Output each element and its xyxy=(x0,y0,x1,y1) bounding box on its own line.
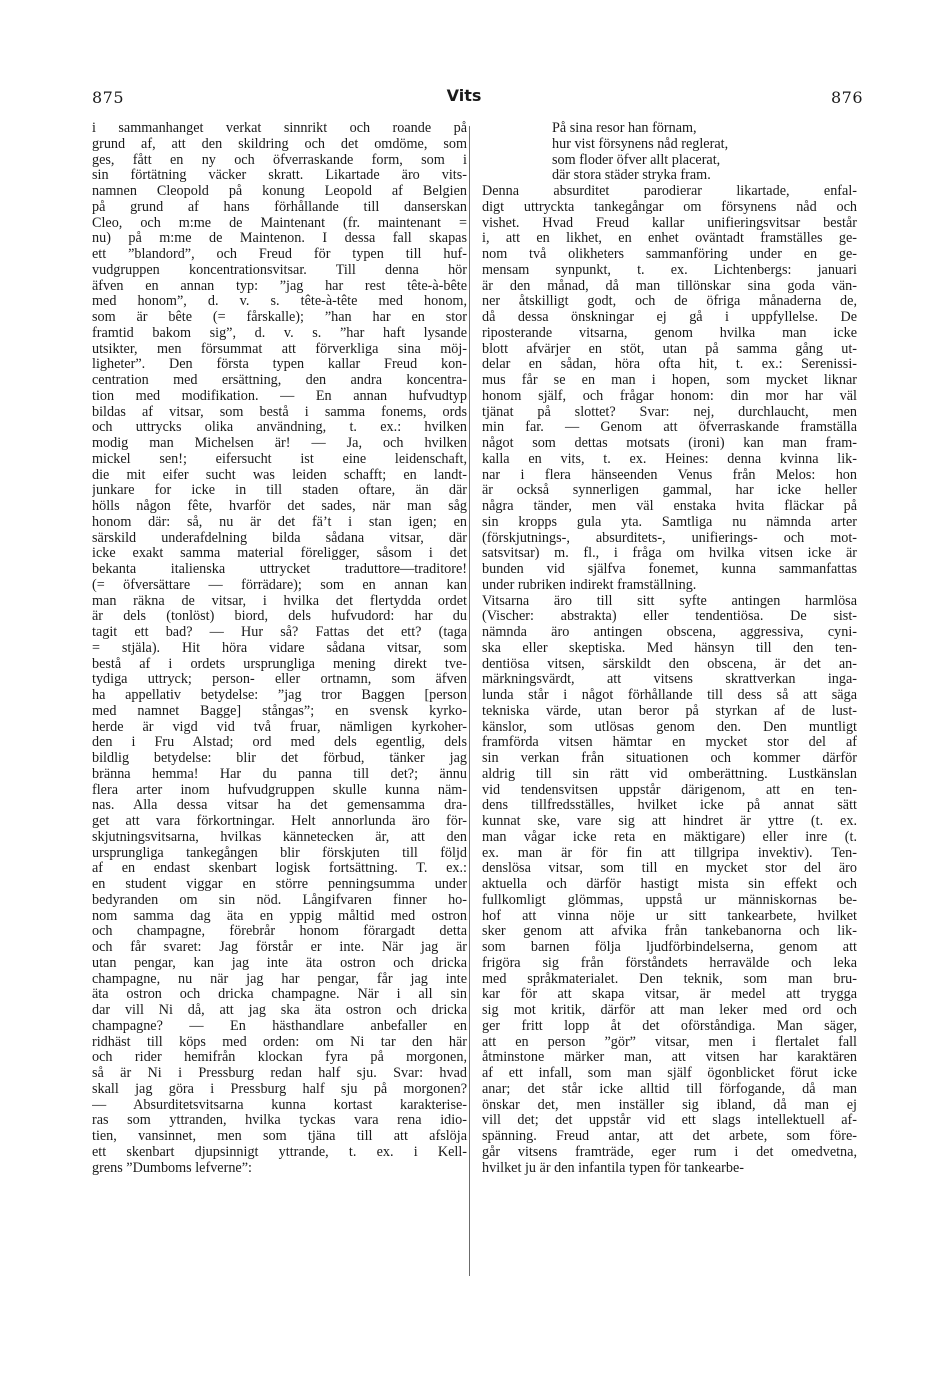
text-line: anar; det står icke alltid till förfogande, då man xyxy=(482,1081,857,1097)
text-line: en student viggar en större penningsumma under xyxy=(92,877,467,892)
text-line: get att vara förkortningar. Helt annorlunda äro för- xyxy=(92,814,467,829)
text-line: (Vischer: abstrakta) eller tendentiösa. De sist- xyxy=(482,609,857,625)
text-line: åtminstone märker man, att vitsen har karaktären xyxy=(482,1050,857,1066)
text-line: tagit ett bad? — Hur så? Fattas det ett? (taga xyxy=(92,625,467,640)
text-line: nom två olikheters sammanföring under en ge- xyxy=(482,247,857,262)
text-line: så är Ni i Pressburg redan half sju. Svar: hvad xyxy=(92,1066,467,1081)
text-line: ska eller skeptiska. Med hänsyn till den ten- xyxy=(482,640,857,656)
text-line: särskild underafdelning bilda sådana vitsar, där xyxy=(92,530,467,546)
text-line: bekanta italienska uttrycket traduttore—traditore! xyxy=(92,562,467,577)
text-line: — Absurditetsvitsarna kunna kortast karakterise- xyxy=(92,1097,467,1113)
text-line: känslor, som utlösas genom den. Den muntligt xyxy=(482,719,857,735)
page-number-left: 875 xyxy=(92,88,125,107)
text-line: som barnen följa ljudförbindelserna, genom att xyxy=(482,940,857,955)
text-line: dentiösa vitsen, särskildt den obscena, är det an- xyxy=(482,656,857,672)
text-line: och får svaret: Jag förstår er inte. När jag är xyxy=(92,940,467,955)
text-line: vudgruppen koncentrationsvitsar. Till denna hör xyxy=(92,262,467,278)
text-line: sig mot kritik, därför att man leker med ord och xyxy=(482,1003,857,1018)
column-divider xyxy=(469,126,470,1276)
running-head-title: Vits xyxy=(446,86,482,105)
text-line: nom samma dag äta en yppig måltid med ostron xyxy=(92,908,467,924)
text-line: är den månad, då man tillönskar sina goda vän- xyxy=(482,278,857,294)
text-line: modig man Michelsen är! — Ja, och hvilken xyxy=(92,436,467,451)
text-line: dar vill Ni då, att jag ska äta ostron och dricka xyxy=(92,1003,467,1018)
text-line: ner åtskilligt godt, och de öfriga månaderna de, xyxy=(482,294,857,310)
text-line: honom där: så, nu är det fä’t i stan igen; en xyxy=(92,514,467,530)
text-line: frigöra sig från förståndets herravälde och leka xyxy=(482,955,857,971)
text-line: blott afvärjer en stöt, utan på samma gång ut- xyxy=(482,341,857,357)
text-line: ges, fått en ny och öfverraskande form, som i xyxy=(92,152,467,168)
text-line: mickel sen!; eifersucht ist eine leidenschaft, xyxy=(92,451,467,467)
text-line: ger fritt lopp åt det oförståndiga. Man säger, xyxy=(482,1018,857,1034)
text-line: som är bête (= fårskalle); ”han har en stor xyxy=(92,310,467,325)
text-line: äta ostron och dricka champagne. När i all sin xyxy=(92,987,467,1003)
text-line: bedyranden om sin nöd. Långifvaren finner ho- xyxy=(92,892,467,908)
text-line: vishet. Hvad Freud kallar unifieringsvitsar består xyxy=(482,215,857,231)
text-line: Cleo, och m:me de Maintenant (fr. maintenant = xyxy=(92,215,467,231)
text-line: champagne, nu när jag har pengar, får jag inte xyxy=(92,971,467,987)
text-line: framtid bakom sig”, d. v. s. ”har haft lysande xyxy=(92,325,467,341)
text-line: bränna hemma! Har du panna till det?; ännu xyxy=(92,766,467,782)
text-line: ett ”blandord”, och Freud för typen till huf- xyxy=(92,247,467,262)
text-line: sker genom att afvika från tankebanorna och lik- xyxy=(482,924,857,940)
text-line: nas. Alla dessa vitsar ha det gemensamma dra- xyxy=(92,798,467,814)
text-line: går vitsens framträde, eger rum i det omedvetna, xyxy=(482,1144,857,1160)
text-line: är dels (tonlöst) biord, dels hufvudord: har du xyxy=(92,609,467,625)
text-line: icke exakt samma material föreligger, såsom i det xyxy=(92,546,467,562)
text-line: denslösa vitsar, som till en mycket stor del äro xyxy=(482,861,857,877)
text-line: grens ”Dumboms lefverne”: xyxy=(92,1160,252,1176)
text-line: äfven en annan typ: ”jag har rest tête-à-bête xyxy=(92,278,467,294)
text-line: ridhäst till köps med orden: om Ni tar den här xyxy=(92,1034,467,1050)
text-line: och rider hemifrån klockan fyra på morgonen, xyxy=(92,1050,467,1066)
text-line: i sammanhanget verkat sinnrikt och roande på xyxy=(92,121,467,136)
verse-line: där stora städer stryka fram. xyxy=(552,168,711,184)
text-line: ex. man är för fin att tillgripa invektiv). Ten- xyxy=(482,845,857,861)
text-line: hof att vinna nöje ur sitt tankearbete, hvilket xyxy=(482,908,857,924)
text-line: champagne? — En hästhandlare anbefaller en xyxy=(92,1018,467,1034)
text-line: (= öfversättare — förrädare); som en annan kan xyxy=(92,577,467,593)
text-line: ursprungliga tankegången blir förskjuten till följd xyxy=(92,845,467,861)
text-line: af ett infall, som man själf ögonblicket förut icke xyxy=(482,1066,857,1081)
text-line: något som dettas motsats (ironi) kan man fram- xyxy=(482,436,857,451)
text-line: bunden vid själfva fonemet, kunna sammanfattas xyxy=(482,562,857,577)
text-line: skjutningsvitsarna, hvilkas kännetecken är, att den xyxy=(92,829,467,845)
text-line: i, att en likhet, en enhet oväntadt framställes ge- xyxy=(482,231,857,247)
text-line: utsikter, men försummat att förverkliga sina möj- xyxy=(92,341,467,357)
text-line: med honom”, d. v. s. tête-à-tête med honom, xyxy=(92,294,467,310)
text-line: aktuella och därför hastigt mista sin effekt och xyxy=(482,877,857,892)
text-line: framförda vitsen hämtar en mycket stor del af xyxy=(482,735,857,751)
text-line: die mit eifer sucht was leiden schafft; en landt- xyxy=(92,467,467,483)
text-line: tekniska värde, utan beror på styrkan af de lust- xyxy=(482,703,857,719)
text-line: kunnat ske, vare sig att hindret är yttre (t. ex. xyxy=(482,814,857,829)
text-line: Vitsarna äro till sitt syfte antingen harmlösa xyxy=(482,593,857,609)
text-line: honom själf, och frågar honom: din mor har väl xyxy=(482,388,857,404)
text-line: tydiga uttryck; person- eller ortnamn, som äfven xyxy=(92,672,467,688)
text-line: dens tillfredsställes, hvilket icke på annat sätt xyxy=(482,798,857,814)
text-line: fullkomligt glömmas, uppstå ur människornas be- xyxy=(482,892,857,908)
text-line: sin förtätning väcker skratt. Likartade äro vits- xyxy=(92,168,467,184)
text-line: vid tendensvitsen uppstår därigenom, att en ten- xyxy=(482,782,857,798)
text-line: man räkna de vitsar, i hvilka det flertydda ordet xyxy=(92,593,467,609)
text-line: lunda står i något förhållande till dess så att säga xyxy=(482,688,857,703)
text-line: skall jag göra i Pressburg half sju på morgonen? xyxy=(92,1081,467,1097)
text-line: aldrig till sin rätt vid omberättning. Lustkänslan xyxy=(482,766,857,782)
text-line: sin kropps gula yta. Samtliga nu nämnda arter xyxy=(482,514,857,530)
text-line: med namnet Bagge] stångas”; en svensk kyrko- xyxy=(92,703,467,719)
text-line: ett skenbart djupsinnigt yttrande, t. ex. i Kell- xyxy=(92,1144,467,1160)
text-line: spänning. Freud antar, att det arbete, som före- xyxy=(482,1129,857,1144)
text-line: nar i flera hänseenden Venus från Melos: hon xyxy=(482,467,857,483)
text-line: bestå af i ordets ursprungliga mening direkt tve- xyxy=(92,656,467,672)
text-line: herde är vigd vid två fruar, nämligen kyrkoher- xyxy=(92,719,467,735)
text-line: man vågar icke reta en mäktigare) eller inre (t. xyxy=(482,829,857,845)
text-line: riposterande vitsarna, genom hvilka man icke xyxy=(482,325,857,341)
text-line: sin verkan från situationen och kommer därför xyxy=(482,751,857,766)
text-line: nu) på m:me de Maintenon. I dessa fall skapas xyxy=(92,231,467,247)
text-line: grund af, att den skildring och det omdöme, som xyxy=(92,136,467,152)
text-line: utan pengar, kan jag inte äta ostron och dricka xyxy=(92,955,467,971)
text-line: kalla en vits, t. ex. Heines: denna kvinna lik- xyxy=(482,451,857,467)
text-line: nämnda äro antingen obscena, aggressiva, cyni- xyxy=(482,625,857,640)
text-line: namnen Cleopold på konung Leopold af Belgien xyxy=(92,184,467,199)
text-line: och uttrycks olika användning, t. ex.: hvilken xyxy=(92,420,467,436)
text-line: tion med modifikation. — En annan hufvudtyp xyxy=(92,388,467,404)
text-line: då dessa önskningar ej gå i uppfyllelse. De xyxy=(482,310,857,325)
text-line: mensam synpunkt, t. ex. Lichtenbergs: januari xyxy=(482,262,857,278)
page-number-right: 876 xyxy=(831,88,864,107)
text-line: delar en sådan, höra ofta hit, t. ex.: Serenissi- xyxy=(482,357,857,373)
verse-line: som floder öfver allt placerat, xyxy=(552,152,721,168)
text-line: ligheter”. Den första typen kallar Freud kon- xyxy=(92,357,467,373)
text-line: önskar det, men inställer sig ibland, då man ej xyxy=(482,1097,857,1113)
right-text-column xyxy=(482,121,857,1176)
text-line: märkningsvärdt, att vitsens skrattverkan inga- xyxy=(482,672,857,688)
text-line: min far. — Genom att öfverraskande framställa xyxy=(482,420,857,436)
text-line: mus får se en man i hopen, som mycket liknar xyxy=(482,373,857,388)
text-line: och champagne, förebrår honom förargadt detta xyxy=(92,924,467,940)
text-line: ras som yttranden, hvilka tyckas vara rena idio- xyxy=(92,1113,467,1129)
verse-line: hur vist försynens nåd reglerat, xyxy=(552,136,729,152)
text-line: några tänder, men väl enstaka hvita fläckar på xyxy=(482,499,857,514)
text-line: af en endast skenbart logisk fortsättning. T. ex.: xyxy=(92,861,467,877)
text-line: är också synnerligen gammal, har icke heller xyxy=(482,483,857,499)
text-line: hvilket ju är den infantila typen för tankearbe- xyxy=(482,1160,744,1176)
text-line: centration med ersättning, den andra koncentra- xyxy=(92,373,467,388)
verse-line: På sina resor han förnam, xyxy=(552,121,697,136)
text-line: vill det; det uppstår vid ett slags intellektuell af- xyxy=(482,1113,857,1129)
text-line: (förskjutnings-, absurditets-, unifierings- och mot- xyxy=(482,530,857,546)
text-line: ha appellativ betydelse: ”jag tror Baggen [person xyxy=(92,688,467,703)
text-line: Denna absurditet parodierar likartade, enfal- xyxy=(482,184,857,199)
text-line: bildlig betydelse: blir det förbud, tänker jag xyxy=(92,751,467,766)
text-line: bildas af vitsar, som bestå i samma fonems, ords xyxy=(92,404,467,420)
text-line: under rubriken indirekt framställning. xyxy=(482,577,697,593)
text-line: digt uttryckta tankegångar om försynens nåd och xyxy=(482,199,857,215)
text-line: med språkmaterialet. Den teknik, som man bru- xyxy=(482,971,857,987)
text-line: på grund af hans förhållande till danserskan xyxy=(92,199,467,215)
left-text-column xyxy=(92,121,467,1176)
text-line: junkare for icke in till staden oftare, än där xyxy=(92,483,467,499)
text-line: tjänat på slottet? Svar: nej, durchlaucht, men xyxy=(482,404,857,420)
text-line: den i Fru Alstad; ord med dels egentlig, dels xyxy=(92,735,467,751)
text-line: hölls någon fête, hvarför det sades, när man såg xyxy=(92,499,467,514)
text-line: = stjäla). Hit höra vidare sådana vitsar, som xyxy=(92,640,467,656)
text-line: tien, vansinnet, men som tjäna till att afslöja xyxy=(92,1129,467,1144)
text-line: satsvitsar) m. fl., i fråga om hvilka vitsen icke är xyxy=(482,546,857,562)
text-line: kar för att skapa vitsar, är medel att trygga xyxy=(482,987,857,1003)
text-line: flera arter inom hufvudgruppen skulle kunna näm- xyxy=(92,782,467,798)
text-line: att en person ”gör” vitsar, men i flertalet fall xyxy=(482,1034,857,1050)
